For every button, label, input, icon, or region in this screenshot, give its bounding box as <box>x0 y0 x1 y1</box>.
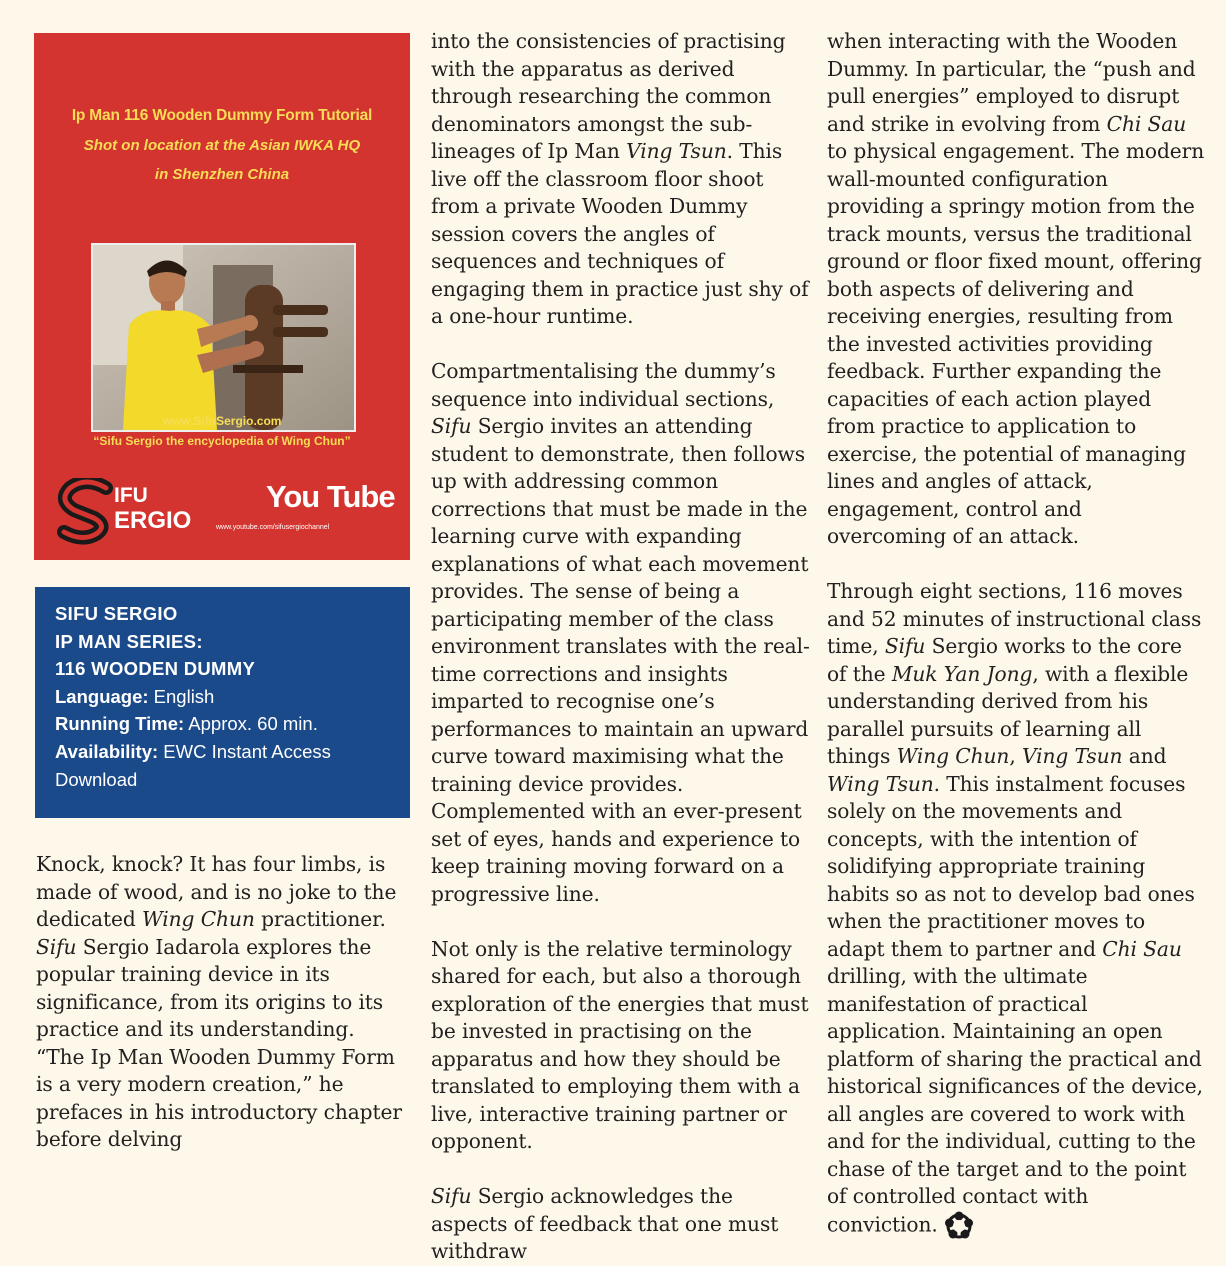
article-column-3 <box>827 28 1205 1241</box>
article-column-1 <box>36 851 408 1154</box>
paragraph-1-end: into the consistencies of practising with the apparatus as derived through researching the common denominators amongst the sub-lineages of Ip Man Ving Tsun. This live off the classroom floor shoot from a private Wooden Dummy session covers the angles of sequences and techniques of engaging them in practice just shy of a one-hour runtime. <box>431 29 809 328</box>
youtube-logo: You Tube <box>266 479 395 514</box>
availability-row <box>55 738 390 793</box>
logo-text-ergio: ERGIO <box>114 507 192 534</box>
dvd-cover-image <box>34 33 410 560</box>
product-info-box <box>35 587 410 818</box>
paragraph-3: Not only is the relative terminology shared for each, but also a thorough exploration of the energies that must be invested in practising on the apparatus and how they should be translated to employing them with a live, interactive training partner or opponent. <box>431 936 809 1153</box>
cover-title: Ip Man 116 Wooden Dummy Form Tutorial <box>71 107 373 124</box>
cover-subtitle-line1: Shot on location at the Asian IWKA HQ <box>83 137 361 154</box>
logo-text-ifu: IFU <box>114 484 148 507</box>
language-row <box>55 683 390 711</box>
sifu-sergio-s-logo-icon <box>56 478 116 546</box>
cover-tagline: “Sifu Sergio the encyclopedia of Wing Chun” <box>93 434 351 448</box>
paragraph-2: Compartmentalising the dummy’s sequence into individual sections, Sifu Sergio invites an attending student to demonstrate, then follows up with addressing common corrections that must be made in the learning curve with expanding explanations of what each movement provides. The sense of being a participating member of the class environment translates with the real-time corrections and insights imparted to recognise one’s performances to maintain an upward curve toward maximising what the training device provides. Complemented with an ever-present set of eyes, hands and experience to keep training moving forward on a progressive line. <box>431 359 810 906</box>
infobox-title-line3: 116 WOODEN DUMMY <box>55 658 256 680</box>
paragraph-1-start: Knock, knock? It has four limbs, is made of wood, and is no joke to the dedicated Wing Chun practitioner. Sifu Sergio Iadarola explores the popular training device in its significance, from its origins to its practice and its understanding. “The Ip Man Wooden Dummy Form is a very modern creation,” he prefaces in his introductory chapter before delving <box>36 852 402 1151</box>
flower-end-mark-icon <box>944 1211 974 1241</box>
youtube-url: www.youtube.com/sifusergiochannel <box>216 524 330 531</box>
language-value: English <box>153 685 215 707</box>
article-column-2 <box>431 28 811 1266</box>
cover-subtitle-line2: in Shenzhen China <box>154 166 290 183</box>
paragraph-4-end: when interacting with the Wooden Dummy. In particular, the “push and pull energies” employed to disrupt and strike in evolving from Chi Sau to physical engagement. The modern wall-mounted configuration providing a springy motion from the track mounts, versus the traditional ground or floor fixed mount, offering both aspects of delivering and receiving energies, resulting from the invested activities providing feedback. Further expanding the capacities of each action played from practice to application to exercise, the potential of managing lines and angles of attack, engagement, control and overcoming of an attack. <box>827 29 1205 548</box>
cover-website: www.SifuSergio.com <box>162 414 282 428</box>
availability-label: Availability: <box>55 740 159 762</box>
paragraph-5: Through eight sections, 116 moves and 52 minutes of instructional class time, Sifu Sergio works to the core of the Muk Yan Jong, with a flexible understanding derived from his parallel pursuits of learning all things Wing Chun, Ving Tsun and Wing Tsun. This instalment focuses solely on the movements and concepts, with the intention of solidifying appropriate training habits so as not to develop bad ones when the practitioner moves to adapt them to partner and Chi Sau drilling, with the ultimate manifestation of practical application. Maintaining an open platform of sharing the practical and historical significances of the device, all angles are covered to work with and for the individual, cutting to the chase of the target and to the point of controlled contact with conviction. <box>827 578 1205 1241</box>
infobox-title-line1: SIFU SERGIO <box>55 603 178 624</box>
runtime-label: Running Time: <box>55 713 185 735</box>
language-label: Language: <box>55 685 149 707</box>
runtime-row <box>55 710 390 738</box>
cover-photo <box>91 243 356 432</box>
runtime-value: Approx. 60 min. <box>188 713 318 735</box>
availability-value: EWC Instant Access Download <box>55 740 331 790</box>
paragraph-4-start: Sifu Sergio acknowledges the aspects of feedback that one must withdraw <box>431 1184 779 1263</box>
infobox-title-line2: IP MAN SERIES: <box>55 630 203 652</box>
